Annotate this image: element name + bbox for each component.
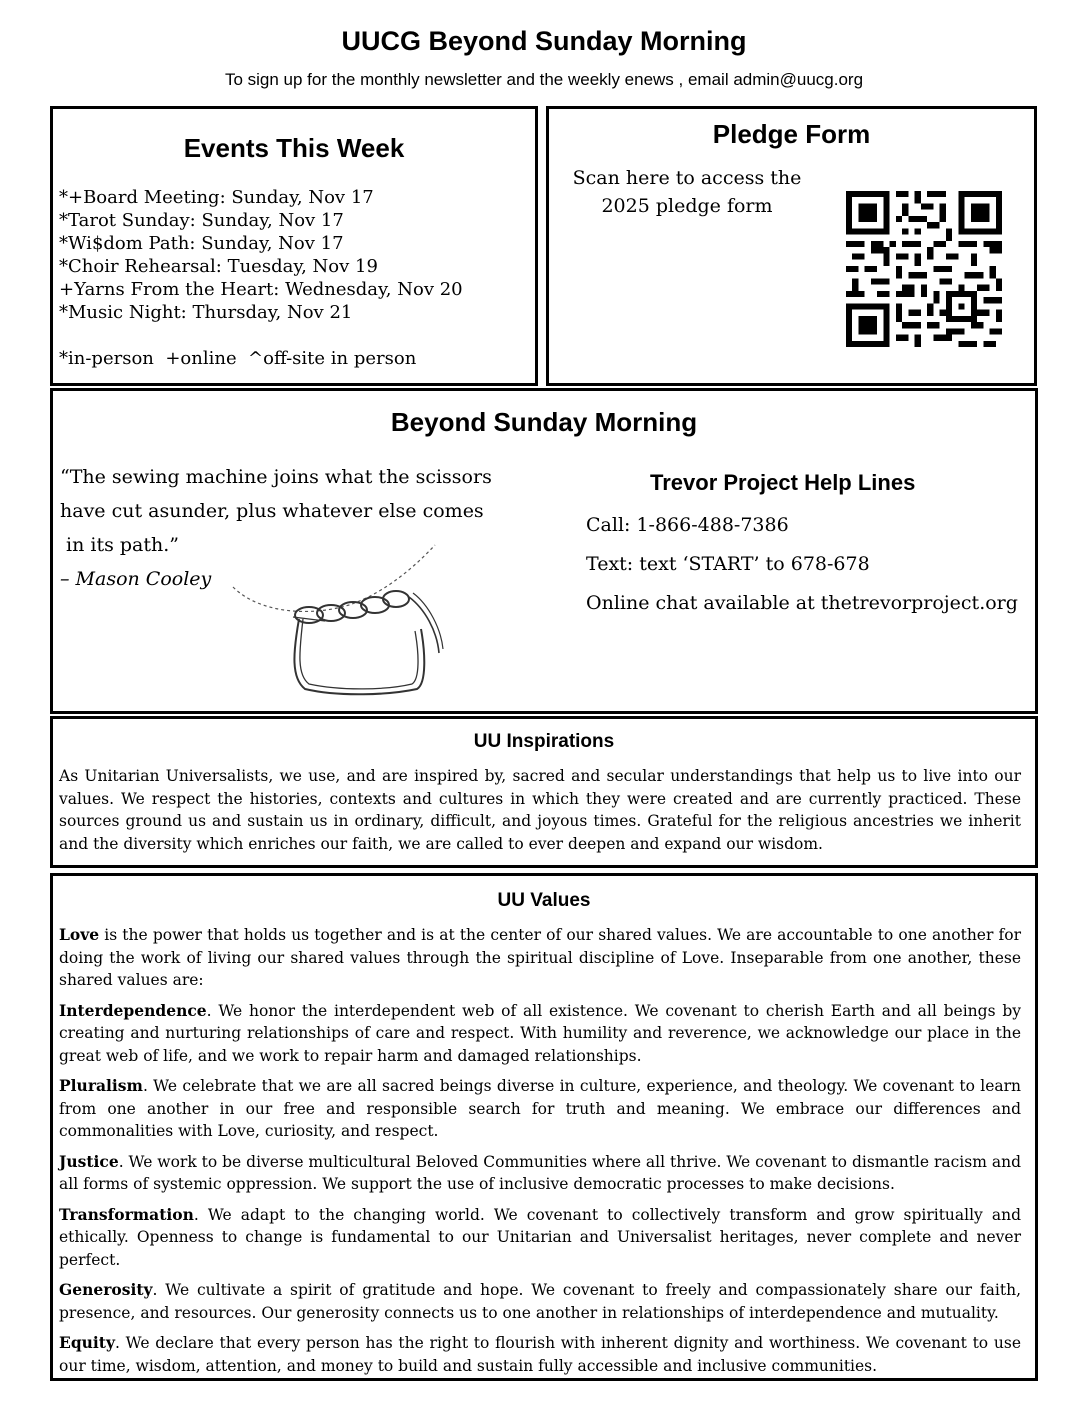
event-item: +Yarns From the Heart: Wednesday, Nov 20: [59, 279, 463, 300]
events-box: [50, 106, 538, 386]
inspirations-heading: UU Inspirations: [473, 731, 615, 752]
value-transformation: [59, 1204, 1021, 1272]
value-pluralism: [59, 1075, 1021, 1143]
value-text: . We celebrate that we are all sacred beings diverse in culture, experience, and theology. We covenant to learn from one another in our free and responsible search for truth and meaning. We embrace our differences and commonalities with Love, curiosity, and respect.: [59, 1077, 1021, 1140]
event-item: *+Board Meeting: Sunday, Nov 17: [59, 187, 374, 208]
value-text: . We work to be diverse multicultural Beloved Communities where all thrive. We covenant to dismantle racism and all forms of systemic oppression. We support the use of inclusive democratic processes to make decisions.: [59, 1152, 1021, 1193]
pledge-text-2: 2025 pledge form: [601, 195, 773, 217]
values-box: [50, 873, 1038, 1381]
value-text: . We cultivate a spirit of gratitude and hope. We covenant to freely and compassionately share our faith, presence, and resources. Our generosity connects us to one another in relationships of interdependence and mutuality.: [59, 1281, 1021, 1322]
trevor-call: Call: 1-866-488-7386: [586, 514, 789, 536]
events-legend: *in-person +online ^off-site in person: [59, 348, 417, 369]
quote-line: in its path.”: [60, 534, 180, 556]
value-text: is the power that holds us together and is at the center of our shared values. We are accountable to one another for doing the work of living our shared values through the spiritual discipline of Love. Inseparable from one another, these shared values are:: [59, 926, 1021, 989]
values-heading: UU Values: [497, 890, 591, 911]
event-item: *Wi$dom Path: Sunday, Nov 17: [59, 233, 344, 254]
pledge-heading: Pledge Form: [712, 119, 871, 149]
event-item: *Tarot Sunday: Sunday, Nov 17: [59, 210, 344, 231]
trevor-online: Online chat available at thetrevorproject.org: [586, 592, 1018, 614]
value-text: . We honor the interdependent web of all existence. We covenant to cherish Earth and all beings by creating and nurturing relationships of care and respect. With humility and reverence, we acknowledge our place in the great web of life, and we work to repair harm and damaged relationships.: [59, 1001, 1021, 1065]
value-term: Interdependence: [59, 1000, 207, 1020]
value-love: [59, 924, 1021, 992]
signup-subtitle: To sign up for the monthly newsletter and the weekly enews , email admin@uucg.org: [224, 70, 864, 89]
beyond-heading: Beyond Sunday Morning: [390, 407, 698, 437]
quote-attribution: – Mason Cooley: [60, 568, 212, 590]
qr-code-image[interactable]: [846, 191, 1002, 347]
page-title: UUCG Beyond Sunday Morning: [341, 26, 747, 56]
quote-line: have cut asunder, plus whatever else comes: [60, 500, 484, 522]
trevor-heading: Trevor Project Help Lines: [650, 470, 916, 495]
pledge-text-1: Scan here to access the: [572, 167, 802, 189]
quote-line: “The sewing machine joins what the scissors: [60, 466, 492, 488]
value-interdependence: [59, 1000, 1021, 1068]
values-list: [59, 924, 1021, 1385]
inspirations-body: As Unitarian Universalists, we use, and are inspired by, sacred and secular understandings that help us to live into our values. We respect the histories, contexts and cultures in which they were created and are currently practiced. These sources ground us and sustain us in ordinary, difficult, and joyous times. Grateful for the religious ancestries we inherit and the diversity which enriches our faith, we are called to ever deepen and expand our wisdom.: [59, 767, 1021, 853]
value-justice: [59, 1151, 1021, 1196]
value-term: Transformation: [59, 1204, 194, 1224]
trevor-text: Text: text ‘START’ to 678-678: [586, 553, 870, 575]
events-heading: Events This Week: [183, 133, 405, 163]
value-term: Generosity: [59, 1280, 153, 1299]
value-term: Equity: [59, 1333, 115, 1352]
event-item: *Music Night: Thursday, Nov 21: [59, 302, 353, 323]
value-term: Pluralism: [59, 1076, 143, 1095]
value-equity: [59, 1332, 1021, 1377]
value-term: Justice: [59, 1151, 119, 1171]
beyond-box: [50, 388, 1038, 714]
value-text: . We adapt to the changing world. We covenant to collectively transform and grow spiritually and ethically. Openness to change is fundamental to our Unitarian and Universalist heritages, never complete and never perfect.: [59, 1205, 1021, 1269]
inspirations-box: [50, 716, 1038, 868]
event-item: *Choir Rehearsal: Tuesday, Nov 19: [59, 256, 378, 277]
value-generosity: [59, 1279, 1021, 1324]
pledge-box: [546, 106, 1037, 386]
value-text: . We declare that every person has the right to flourish with inherent dignity and worthiness. We covenant to use our time, wisdom, attention, and money to build and sustain fully accessible and inclusive communities.: [59, 1334, 1021, 1375]
value-term: Love: [59, 925, 100, 944]
sewing-stitch-illustration: [229, 543, 449, 701]
